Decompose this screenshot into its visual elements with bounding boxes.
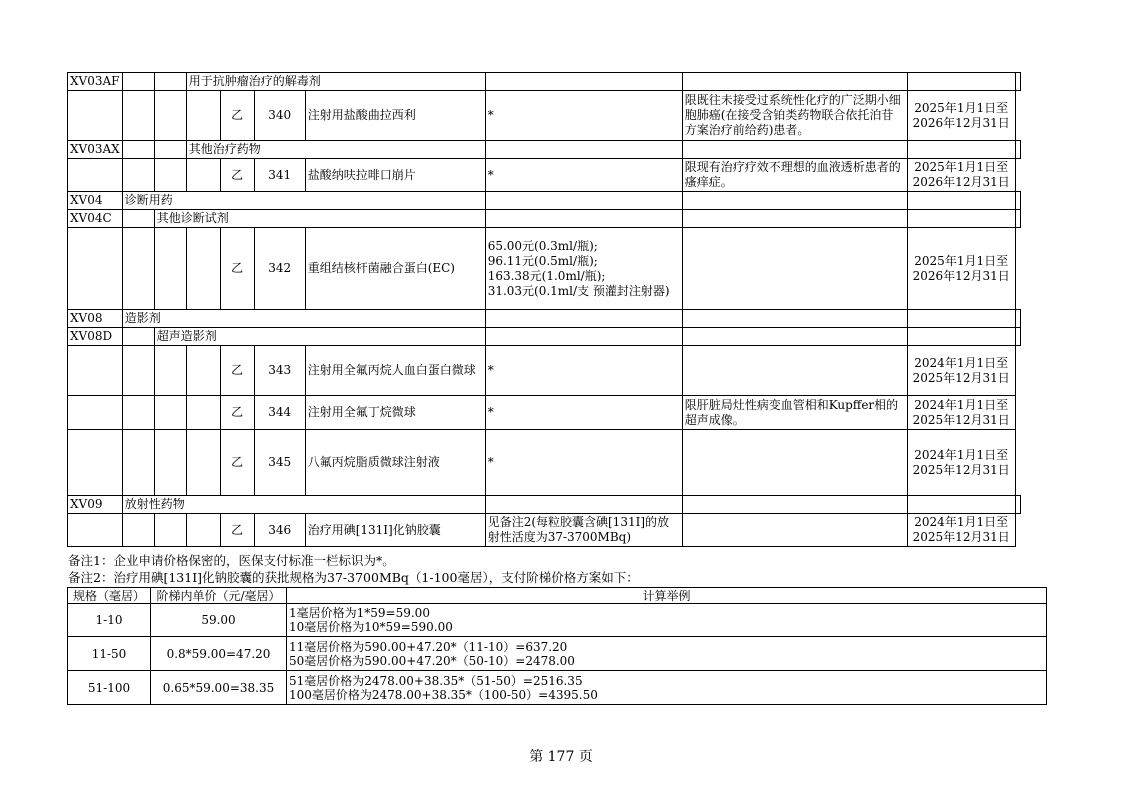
drug-table [67, 72, 1021, 547]
empty-cell [154, 141, 186, 159]
drug-row [68, 346, 1021, 396]
drug-class: 乙 [220, 514, 254, 547]
drug-name: 注射用全氟丁烷微球 [305, 396, 485, 430]
category-name: 其他治疗药物 [186, 141, 485, 159]
empty-cell [154, 228, 186, 310]
empty-cell [485, 210, 682, 228]
category-name: 诊断用药 [122, 192, 485, 210]
tier-examples [287, 637, 1047, 671]
drug-class: 乙 [220, 228, 254, 310]
drug-name: 注射用全氟丙烷人血白蛋白微球 [305, 346, 485, 396]
empty-cell [1015, 73, 1020, 91]
empty-cell [485, 496, 682, 514]
price-line: * [487, 455, 494, 469]
drug-row [68, 514, 1021, 547]
empty-cell [154, 514, 186, 547]
tier-spec: 11-50 [68, 637, 151, 671]
empty-cell [907, 328, 1015, 346]
payment-standard [485, 346, 682, 396]
empty-cell [682, 210, 907, 228]
drug-class: 乙 [220, 346, 254, 396]
category-code: XV09 [68, 496, 123, 514]
note-1: 备注1：企业申请价格保密的，医保支付标准一栏标识为*。 [68, 553, 395, 568]
usage-limit [682, 346, 907, 396]
usage-limit [682, 228, 907, 310]
tier-example-line: 100毫居价格为2478.00+38.35*（100-50）=4395.50 [289, 687, 598, 702]
empty-cell [485, 192, 682, 210]
category-code: XV08D [68, 328, 123, 346]
empty-cell [122, 346, 154, 396]
drug-name: 八氟丙烷脂质微球注射液 [305, 430, 485, 496]
empty-cell [907, 496, 1015, 514]
payment-standard [485, 159, 682, 192]
tier-unit-price: 0.8*59.00=47.20 [151, 637, 287, 671]
empty-cell [1015, 192, 1020, 210]
tier-header-example: 计算举例 [287, 588, 1047, 604]
empty-cell [68, 514, 123, 547]
empty-cell [186, 514, 220, 547]
drug-row [68, 91, 1021, 141]
empty-cell [485, 310, 682, 328]
empty-cell [154, 346, 186, 396]
tier-unit-price: 0.65*59.00=38.35 [151, 671, 287, 705]
empty-cell [186, 346, 220, 396]
tier-header-unit: 阶梯内单价（元/毫居） [151, 588, 287, 604]
price-line: 见备注2(每粒胶囊含碘[131I]的放射性活度为37-3700MBq) [487, 515, 670, 544]
empty-cell [682, 192, 907, 210]
note-2: 备注2：治疗用碘[131I]化钠胶囊的获批规格为37-3700MBq（1-100毫居），支付阶梯价格方案如下： [68, 570, 639, 585]
drug-class: 乙 [220, 91, 254, 141]
tier-price-table [67, 587, 1047, 705]
drug-number: 343 [254, 346, 305, 396]
empty-cell [485, 73, 682, 91]
empty-cell [907, 210, 1015, 228]
payment-standard [485, 396, 682, 430]
tier-example-line: 10毫居价格为10*59=590.00 [289, 620, 453, 634]
tier-examples [287, 671, 1047, 705]
empty-cell [122, 328, 154, 346]
empty-cell [122, 73, 154, 91]
drug-name: 盐酸纳呋拉啡口崩片 [305, 159, 485, 192]
tier-row [68, 671, 1047, 705]
valid-period: 2025年1月1日至2026年12月31日 [907, 159, 1015, 192]
empty-cell [122, 430, 154, 496]
category-row [68, 328, 1021, 346]
empty-cell [122, 141, 154, 159]
empty-cell [68, 396, 123, 430]
usage-limit [682, 430, 907, 496]
drug-number: 346 [254, 514, 305, 547]
empty-cell [907, 310, 1015, 328]
empty-cell [186, 159, 220, 192]
drug-number: 342 [254, 228, 305, 310]
price-line: 65.00元(0.3ml/瓶); [487, 238, 598, 253]
category-code: XV04 [68, 192, 123, 210]
price-line: * [487, 108, 494, 122]
category-name: 其他诊断试剂 [154, 210, 485, 228]
tier-spec: 51-100 [68, 671, 151, 705]
valid-period: 2024年1月1日至2025年12月31日 [907, 346, 1015, 396]
price-line: 163.38元(1.0ml/瓶); [487, 268, 606, 283]
tier-row [68, 604, 1047, 637]
empty-cell [682, 73, 907, 91]
empty-cell [1015, 141, 1020, 159]
empty-cell [68, 430, 123, 496]
valid-period: 2024年1月1日至2025年12月31日 [907, 396, 1015, 430]
drug-row [68, 159, 1021, 192]
empty-cell [1015, 496, 1020, 514]
tier-examples [287, 604, 1047, 637]
payment-standard [485, 228, 682, 310]
drug-number: 341 [254, 159, 305, 192]
empty-cell [1015, 328, 1020, 346]
drug-number: 345 [254, 430, 305, 496]
empty-cell [154, 159, 186, 192]
tier-example-line: 50毫居价格为590.00+47.20*（50-10）=2478.00 [289, 653, 575, 668]
empty-cell [186, 228, 220, 310]
empty-cell [1015, 310, 1020, 328]
drug-class: 乙 [220, 430, 254, 496]
empty-cell [68, 346, 123, 396]
empty-cell [682, 310, 907, 328]
empty-cell [907, 73, 1015, 91]
usage-limit: 限现有治疗疗效不理想的血液透析患者的瘙痒症。 [682, 159, 907, 192]
empty-cell [907, 141, 1015, 159]
empty-cell [485, 141, 682, 159]
usage-limit: 限既往未接受过系统性化疗的广泛期小细胞肺癌(在接受含铂类药物联合依托泊苷方案治疗前给药)患者。 [682, 91, 907, 141]
empty-cell [1015, 210, 1020, 228]
empty-cell [682, 328, 907, 346]
tier-header-row [68, 588, 1047, 604]
empty-cell [485, 328, 682, 346]
empty-cell [186, 91, 220, 141]
empty-cell [122, 228, 154, 310]
category-code: XV03AF [68, 73, 123, 91]
drug-class: 乙 [220, 396, 254, 430]
valid-period: 2024年1月1日至2025年12月31日 [907, 514, 1015, 547]
page-number: 第 177 页 [529, 749, 593, 765]
category-row [68, 141, 1021, 159]
tier-row [68, 637, 1047, 671]
empty-cell [154, 91, 186, 141]
drug-name: 治疗用碘[131I]化钠胶囊 [305, 514, 485, 547]
empty-cell [122, 210, 154, 228]
payment-standard [485, 514, 682, 547]
empty-cell [186, 430, 220, 496]
valid-period: 2025年1月1日至2026年12月31日 [907, 91, 1015, 141]
category-code: XV08 [68, 310, 123, 328]
empty-cell [682, 496, 907, 514]
empty-cell [122, 396, 154, 430]
empty-cell [682, 141, 907, 159]
drug-class: 乙 [220, 159, 254, 192]
category-name: 用于抗肿瘤治疗的解毒剂 [186, 73, 485, 91]
empty-cell [154, 430, 186, 496]
category-row [68, 192, 1021, 210]
valid-period: 2024年1月1日至2025年12月31日 [907, 430, 1015, 496]
payment-standard [485, 430, 682, 496]
tier-example-line: 11毫居价格为590.00+47.20*（11-10）=637.20 [289, 639, 568, 654]
drug-number: 340 [254, 91, 305, 141]
valid-period: 2025年1月1日至2026年12月31日 [907, 228, 1015, 310]
category-row [68, 496, 1021, 514]
usage-limit: 限肝脏局灶性病变血管相和Kupffer相的超声成像。 [682, 396, 907, 430]
empty-cell [154, 73, 186, 91]
category-row [68, 210, 1021, 228]
drug-row [68, 430, 1021, 496]
category-row [68, 73, 1021, 91]
empty-cell [68, 159, 123, 192]
category-code: XV03AX [68, 141, 123, 159]
category-name: 造影剂 [122, 310, 485, 328]
empty-cell [122, 159, 154, 192]
category-name: 超声造影剂 [154, 328, 485, 346]
price-line: 31.03元(0.1ml/支 预灌封注射器) [487, 283, 670, 298]
drug-name: 注射用盐酸曲拉西利 [305, 91, 485, 141]
empty-cell [122, 514, 154, 547]
drug-number: 344 [254, 396, 305, 430]
price-line: * [487, 405, 494, 419]
empty-cell [907, 192, 1015, 210]
empty-cell [122, 91, 154, 141]
category-name: 放射性药物 [122, 496, 485, 514]
tier-example-line: 1毫居价格为1*59=59.00 [289, 606, 430, 620]
drug-row [68, 396, 1021, 430]
tier-example-line: 51毫居价格为2478.00+38.35*（51-50）=2516.35 [289, 673, 583, 688]
drug-row [68, 228, 1021, 310]
price-line: * [487, 167, 494, 182]
tier-unit-price: 59.00 [151, 604, 287, 637]
usage-limit [682, 514, 907, 547]
empty-cell [68, 91, 123, 141]
payment-standard [485, 91, 682, 141]
category-code: XV04C [68, 210, 123, 228]
price-line: * [487, 363, 494, 377]
category-row [68, 310, 1021, 328]
drug-name: 重组结核杆菌融合蛋白(EC) [305, 228, 485, 310]
empty-cell [154, 396, 186, 430]
empty-cell [68, 228, 123, 310]
tier-header-spec: 规格（毫居） [68, 588, 151, 604]
empty-cell [186, 396, 220, 430]
tier-spec: 1-10 [68, 604, 151, 637]
price-line: 96.11元(0.5ml/瓶); [487, 253, 598, 268]
